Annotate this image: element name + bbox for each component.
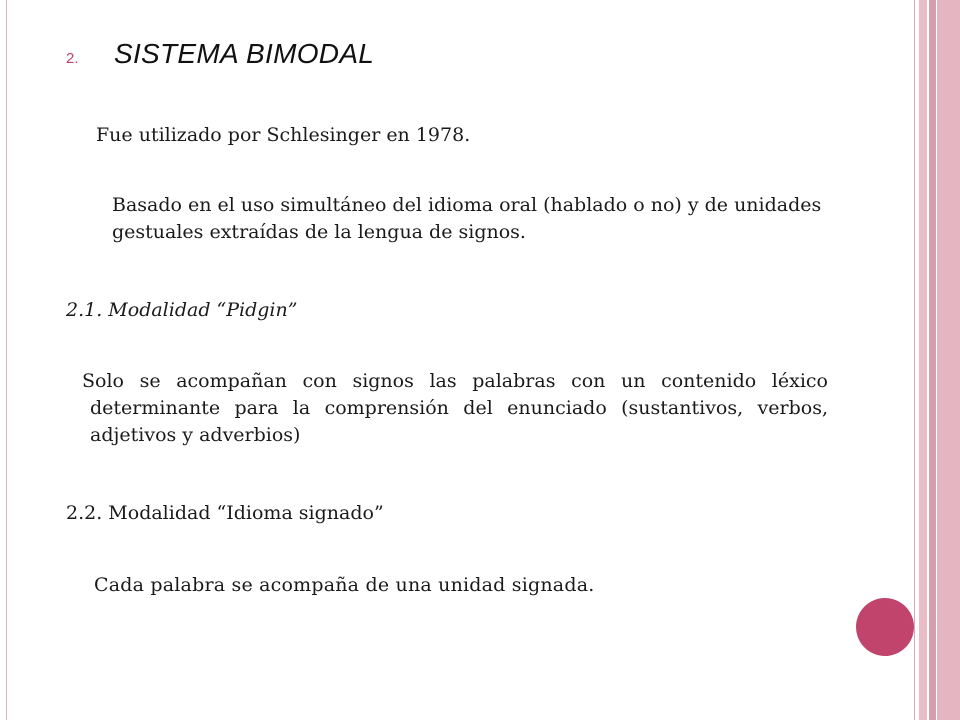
accent-circle [856,598,914,656]
band-stripe [919,0,927,720]
subsection-2-body: Cada palabra se acompaña de una unidad signada. [94,574,595,596]
basis-paragraph: Basado en el uso simultáneo del idioma oral (hablado o no) y de unidades gestuales extraídas de la lengua de signos. [112,194,822,243]
right-decorative-band [914,0,960,720]
subsection-2-heading: 2.2. Modalidad “Idioma signado” [66,502,384,524]
slide-title [66,38,374,70]
title-text: SISTEMA BIMODAL [114,38,375,69]
subsection-1-text: Solo se acompañan con signos las palabras con un contenido léxico determinante para la comprensión del enunciado (sustantivos, verbos, adjetivos y adverbios) [82,370,828,446]
subsection-1-body [66,368,828,449]
band-stripe [937,0,960,720]
band-stripe [929,0,936,720]
intro-paragraph: Fue utilizado por Schlesinger en 1978. [96,124,471,146]
subsection-1-heading: 2.1. Modalidad “Pidgin” [66,299,298,321]
title-number: 2. [66,50,79,67]
left-decorative-rule [6,0,7,720]
